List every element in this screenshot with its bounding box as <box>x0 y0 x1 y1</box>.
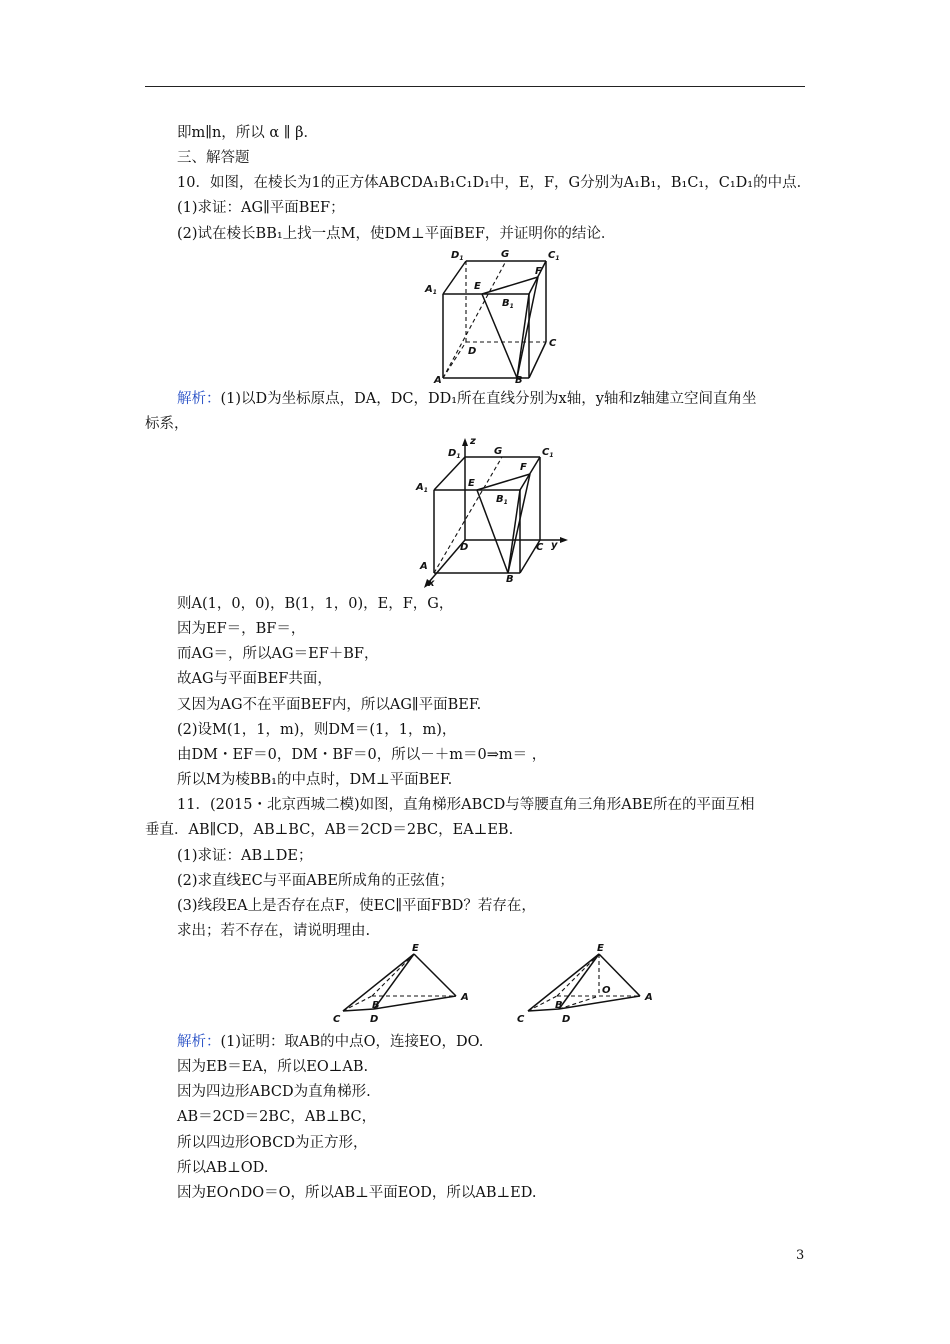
label-c: C <box>549 338 557 349</box>
y-arrow <box>560 537 568 543</box>
pyramid-figure-left <box>330 940 480 1028</box>
problem-10-part-2: (2)试在棱长BB₁上找一点M，使DM⊥平面BEF，并证明你的结论． <box>177 226 616 242</box>
text-line: 因为EF＝，BF＝， <box>177 621 306 637</box>
coordinates-line: 则A(1，0，0)，B(1，1，0)，E，F，G， <box>177 596 454 612</box>
edge-ad <box>443 342 466 378</box>
label-e: E <box>474 281 481 292</box>
label-c1: $C_1$ <box>548 250 560 262</box>
edge-be <box>557 954 599 996</box>
edge-cd <box>343 1009 374 1011</box>
label-b: B <box>555 1000 563 1011</box>
problem-11-part-3-cont: 求出；若不存在，请说明理由. <box>177 923 371 939</box>
text-line: 而AG＝，所以AG＝EF＋BF， <box>177 646 379 662</box>
label-a: A <box>645 992 653 1003</box>
edge-a1d1 <box>443 261 466 294</box>
solution-label: 解析： <box>177 391 221 407</box>
segment-do <box>559 996 599 1009</box>
edge-da <box>374 996 456 1009</box>
text-line: 由DM・EF＝0，DM・BF＝0，所以－＋m＝0⇒m＝ ， <box>177 747 547 763</box>
label-c: C <box>333 1014 341 1025</box>
label-e: E <box>597 943 604 954</box>
label-b: B <box>515 375 523 386</box>
cube-axes-figure <box>410 432 575 592</box>
text-line: 所以AB⊥OD. <box>177 1160 269 1176</box>
label-y: y <box>551 540 558 551</box>
text-line: 因为四边形ABCD为直角梯形. <box>177 1084 371 1100</box>
problem-11-statement: 11．(2015・北京西城二模)如图，直角梯形ABCD与等腰直角三角形ABE所在的平面互相 <box>177 797 755 813</box>
edge-bc <box>529 342 546 378</box>
text-line: 又因为AG不在平面BEF内，所以AG∥平面BEF. <box>177 697 482 713</box>
label-b: B <box>506 574 514 585</box>
segment-ag <box>443 261 506 378</box>
label-d: D <box>370 1014 379 1025</box>
label-b1: $B_1$ <box>502 298 514 310</box>
label-f: F <box>520 462 527 473</box>
solution-11-line-1: 解析：(1)证明：取AB的中点O，连接EO，DO. <box>177 1034 484 1050</box>
solution-10-line-2: 标系， <box>145 416 189 432</box>
problem-10-statement: 10．如图，在棱长为1的正方体ABCDA₁B₁C₁D₁中，E，F，G分别为A₁B₁，B₁C₁，C₁D₁的中点． <box>177 175 812 191</box>
text-line: AB＝2CD＝2BC，AB⊥BC， <box>177 1109 377 1125</box>
label-z: z <box>470 436 476 447</box>
section-heading: 三、解答题 <box>177 150 250 166</box>
label-c1: $C_1$ <box>542 447 554 459</box>
label-o: O <box>602 985 611 996</box>
z-arrow <box>462 438 468 446</box>
problem-11-part-2: (2)求直线EC与平面ABE所成角的正弦值； <box>177 873 454 889</box>
solution-label: 解析： <box>177 1034 221 1050</box>
label-d: D <box>460 542 469 553</box>
label-f: F <box>535 266 542 277</box>
edge-be <box>372 954 414 996</box>
edge-a1d1 <box>434 457 465 490</box>
problem-10-part-1: (1)求证：AG∥平面BEF； <box>177 200 345 216</box>
label-g: G <box>501 249 510 260</box>
edge-ea <box>414 954 456 996</box>
text-line: 所以M为棱BB₁的中点时，DM⊥平面BEF. <box>177 772 453 788</box>
text-line: 故AG与平面BEF共面， <box>177 671 332 687</box>
segment-fb <box>508 474 530 573</box>
edge-da <box>559 996 640 1009</box>
cube-figure <box>420 244 570 386</box>
text-line: 因为EB＝EA，所以EO⊥AB. <box>177 1059 369 1075</box>
label-a: A <box>434 375 442 386</box>
label-a: A <box>420 561 428 572</box>
label-a1: $A_1$ <box>416 482 428 494</box>
label-d1: $D_1$ <box>451 250 464 262</box>
pyramid-figure-right <box>512 940 672 1028</box>
label-e: E <box>412 943 419 954</box>
problem-11-part-3: (3)线段EA上是否存在点F，使EC∥平面FBD？若存在， <box>177 898 536 914</box>
segment-b1b <box>508 490 520 573</box>
segment-fb <box>517 277 538 378</box>
segment-b1b <box>517 294 529 378</box>
segment-ag <box>434 457 502 573</box>
label-d: D <box>562 1014 571 1025</box>
label-b1: $B_1$ <box>496 494 508 506</box>
text-line: 因为EO∩DO＝O，所以AB⊥平面EOD，所以AB⊥ED. <box>177 1185 537 1201</box>
text-line: (2)设M(1，1，m)，则DM＝(1，1，m)， <box>177 722 457 738</box>
label-g: G <box>494 446 503 457</box>
label-e: E <box>468 478 475 489</box>
label-a: A <box>461 992 469 1003</box>
label-x: x <box>428 578 435 589</box>
label-d1: $D_1$ <box>448 448 461 460</box>
problem-11-statement-cont: 垂直．AB∥CD，AB⊥BC，AB＝2CD＝2BC，EA⊥EB. <box>145 822 514 838</box>
label-c: C <box>517 1014 525 1025</box>
label-c: C <box>536 542 544 553</box>
problem-11-part-1: (1)求证：AB⊥DE； <box>177 848 313 864</box>
text-line: 所以四边形OBCD为正方形， <box>177 1135 368 1151</box>
solution-10-line-1: 解析：(1)以D为坐标原点，DA，DC，DD₁所在直线分别为x轴，y轴和z轴建立空间直角坐 <box>177 391 757 407</box>
label-b: B <box>372 1000 380 1011</box>
text-line: 即m∥n，所以 α ∥ β． <box>177 125 318 141</box>
label-d: D <box>468 346 477 357</box>
page-number: 3 <box>796 1248 805 1263</box>
label-a1: $A_1$ <box>425 284 437 296</box>
header-rule <box>145 86 805 87</box>
